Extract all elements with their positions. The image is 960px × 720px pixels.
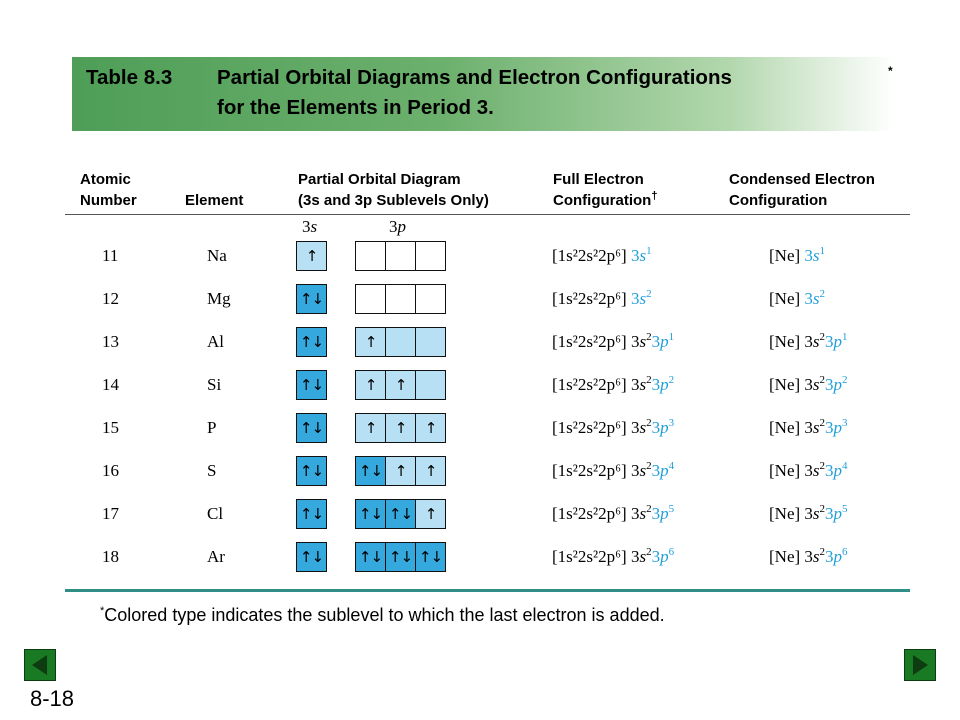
footnote bbox=[100, 605, 665, 626]
next-slide-button[interactable] bbox=[904, 649, 936, 681]
element-cell: S bbox=[207, 461, 217, 480]
full-config-core: [1s²2s²2p⁶] bbox=[552, 332, 627, 351]
full-config-cell: [1s²2s²2p⁶] $3s^23p^4$ bbox=[552, 460, 675, 480]
slide-number: 8-18 bbox=[30, 686, 75, 711]
full-config-core: [1s²2s²2p⁶] bbox=[552, 461, 627, 480]
footnote-text: Colored type indicates the sublevel to which the last electron is added. bbox=[104, 605, 665, 625]
condensed-config-cell: [Ne] $3s^1$ bbox=[769, 245, 826, 265]
full-config-cell: [1s²2s²2p⁶] $3s^23p^3$ bbox=[552, 417, 675, 437]
atomic-number-cell: 12 bbox=[102, 289, 119, 308]
atomic-number-cell: 14 bbox=[102, 375, 119, 394]
table-row bbox=[0, 542, 960, 572]
triangle-right-icon bbox=[905, 650, 935, 680]
orbital-box-3p bbox=[355, 241, 386, 271]
orbital-box-3p: ↑ bbox=[415, 456, 446, 486]
full-config-core: [1s²2s²2p⁶] bbox=[552, 246, 627, 265]
orbital-box-3p bbox=[415, 370, 446, 400]
atomic-number-cell: 16 bbox=[102, 461, 119, 480]
full-config-core: [1s²2s²2p⁶] bbox=[552, 375, 627, 394]
orbital-box-3s: ↑↓ bbox=[296, 499, 327, 529]
orbital-box-3p: ↑ bbox=[415, 413, 446, 443]
table-row bbox=[0, 499, 960, 529]
table-row bbox=[0, 284, 960, 314]
condensed-config-core: [Ne] bbox=[769, 332, 801, 351]
atomic-number-cell: 17 bbox=[102, 504, 119, 523]
condensed-config-cell: [Ne] $3s^2$ bbox=[769, 288, 826, 308]
table-row bbox=[0, 370, 960, 400]
orbital-box-3p: ↑↓ bbox=[385, 542, 416, 572]
full-config-cell: [1s²2s²2p⁶] $3s^23p^1$ bbox=[552, 331, 675, 351]
element-cell: Mg bbox=[207, 289, 231, 308]
previous-slide-button[interactable] bbox=[24, 649, 56, 681]
orbital-box-3s: ↑↓ bbox=[296, 370, 327, 400]
condensed-config-cell: [Ne] $3s^23p^2$ bbox=[769, 374, 848, 394]
full-config-cell: [1s²2s²2p⁶] $3s^23p^5$ bbox=[552, 503, 675, 523]
orbital-box-3p: ↑↓ bbox=[385, 499, 416, 529]
header-full-config-line-1: Full Electron bbox=[553, 171, 644, 188]
condensed-config-core: [Ne] bbox=[769, 418, 801, 437]
table-row bbox=[0, 241, 960, 271]
header-condensed-config-line-1: Condensed Electron bbox=[729, 171, 875, 188]
header-rule bbox=[65, 214, 910, 215]
orbital-box-3p bbox=[385, 327, 416, 357]
orbital-box-3p: ↑ bbox=[385, 413, 416, 443]
condensed-config-cell: [Ne] $3s^23p^5$ bbox=[769, 503, 848, 523]
header-full-config-mark: † bbox=[651, 190, 658, 202]
orbital-box-3p bbox=[355, 284, 386, 314]
atomic-number-cell: 11 bbox=[102, 246, 119, 265]
full-config-cell: [1s²2s²2p⁶] $3s^23p^2$ bbox=[552, 374, 675, 394]
header-atomic-number-line-2: Number bbox=[80, 192, 137, 209]
orbital-box-3s: ↑↓ bbox=[296, 413, 327, 443]
condensed-config-core: [Ne] bbox=[769, 246, 801, 265]
header-element: Element bbox=[185, 192, 244, 209]
full-config-cell: [1s²2s²2p⁶] $3s^23p^6$ bbox=[552, 546, 675, 566]
sublevel-label-3s: 3s bbox=[302, 217, 318, 236]
full-config-core: [1s²2s²2p⁶] bbox=[552, 547, 627, 566]
orbital-box-3p bbox=[415, 327, 446, 357]
orbital-box-3p: ↑ bbox=[385, 370, 416, 400]
table-row bbox=[0, 456, 960, 486]
header-partial-orbital bbox=[298, 169, 489, 211]
header-atomic-number-line-1: Atomic bbox=[80, 171, 131, 188]
condensed-config-core: [Ne] bbox=[769, 375, 801, 394]
header-full-config bbox=[553, 169, 657, 211]
orbital-box-3p: ↑↓ bbox=[355, 542, 386, 572]
full-config-core: [1s²2s²2p⁶] bbox=[552, 504, 627, 523]
header-condensed-config-line-2: Configuration bbox=[729, 192, 828, 209]
orbital-box-3s: ↑↓ bbox=[296, 284, 327, 314]
orbital-box-3p bbox=[415, 284, 446, 314]
condensed-config-core: [Ne] bbox=[769, 461, 801, 480]
element-cell: Cl bbox=[207, 504, 224, 523]
element-cell: Si bbox=[207, 375, 222, 394]
orbital-box-3p: ↑ bbox=[355, 327, 386, 357]
atomic-number-cell: 13 bbox=[102, 332, 119, 351]
table-row bbox=[0, 327, 960, 357]
condensed-config-cell: [Ne] $3s^23p^3$ bbox=[769, 417, 848, 437]
element-cell: P bbox=[207, 418, 217, 437]
table-bottom-rule bbox=[65, 589, 910, 592]
orbital-box-3p bbox=[385, 241, 416, 271]
atomic-number-cell: 15 bbox=[102, 418, 119, 437]
element-cell: Al bbox=[207, 332, 224, 351]
orbital-box-3s: ↑ bbox=[296, 241, 327, 271]
orbital-box-3p: ↑ bbox=[355, 370, 386, 400]
header-atomic-number bbox=[80, 169, 137, 211]
sublevel-label-3p: 3p bbox=[389, 217, 406, 236]
header-full-config-line-2: Configuration bbox=[553, 192, 652, 209]
condensed-config-core: [Ne] bbox=[769, 289, 801, 308]
orbital-box-3p: ↑ bbox=[415, 499, 446, 529]
orbital-box-3p: ↑↓ bbox=[355, 456, 386, 486]
orbital-box-3s: ↑↓ bbox=[296, 542, 327, 572]
orbital-box-3p bbox=[385, 284, 416, 314]
element-cell: Ar bbox=[207, 547, 225, 566]
full-config-cell: [1s²2s²2p⁶] $3s^2$ bbox=[552, 288, 652, 308]
triangle-left-icon bbox=[25, 650, 55, 680]
full-config-core: [1s²2s²2p⁶] bbox=[552, 289, 627, 308]
header-partial-orbital-line-1: Partial Orbital Diagram bbox=[298, 171, 461, 188]
orbital-box-3p: ↑↓ bbox=[415, 542, 446, 572]
orbital-box-3p: ↑ bbox=[355, 413, 386, 443]
atomic-number-cell: 18 bbox=[102, 547, 119, 566]
header-partial-orbital-line-2: (3s and 3p Sublevels Only) bbox=[298, 192, 489, 209]
element-cell: Na bbox=[207, 246, 227, 265]
title-footnote-marker: * bbox=[888, 64, 893, 78]
table-title-line-1: Partial Orbital Diagrams and Electron Configurations bbox=[217, 66, 732, 89]
footnote-marker: * bbox=[100, 605, 105, 617]
condensed-config-cell: [Ne] $3s^23p^4$ bbox=[769, 460, 848, 480]
table-title-line-2: for the Elements in Period 3. bbox=[217, 96, 494, 119]
orbital-box-3s: ↑↓ bbox=[296, 456, 327, 486]
orbital-box-3p: ↑ bbox=[385, 456, 416, 486]
table-number: Table 8.3 bbox=[86, 66, 173, 89]
full-config-core: [1s²2s²2p⁶] bbox=[552, 418, 627, 437]
table-row bbox=[0, 413, 960, 443]
condensed-config-core: [Ne] bbox=[769, 547, 801, 566]
condensed-config-cell: [Ne] $3s^23p^6$ bbox=[769, 546, 848, 566]
full-config-cell: [1s²2s²2p⁶] $3s^1$ bbox=[552, 245, 652, 265]
orbital-box-3p: ↑↓ bbox=[355, 499, 386, 529]
header-condensed-config bbox=[729, 169, 875, 211]
orbital-box-3s: ↑↓ bbox=[296, 327, 327, 357]
condensed-config-cell: [Ne] $3s^23p^1$ bbox=[769, 331, 848, 351]
condensed-config-core: [Ne] bbox=[769, 504, 801, 523]
orbital-box-3p bbox=[415, 241, 446, 271]
